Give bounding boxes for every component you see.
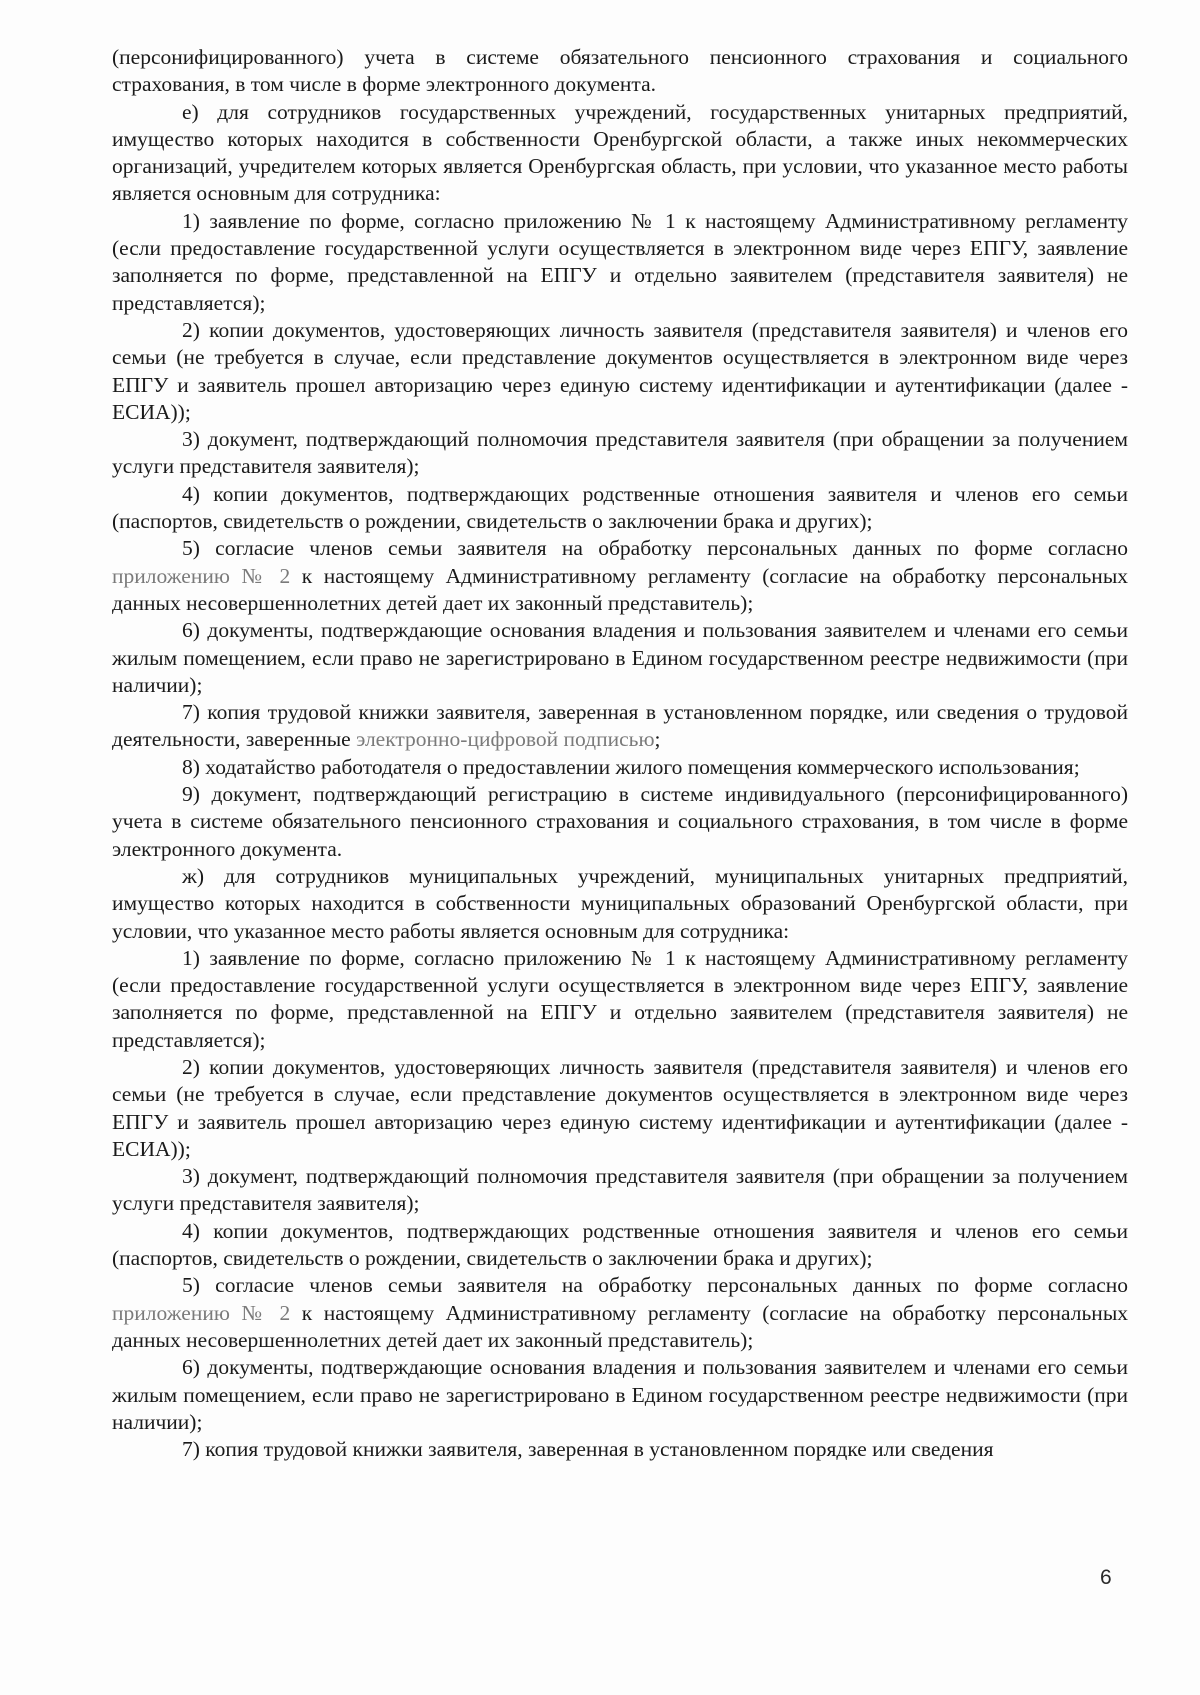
list-item-zh-4: 4) копии документов, подтверждающих родственные отношения заявителя и членов его семьи (паспортов, свидетельств о рождении, свидетельств о заключении брака и других);	[112, 1218, 1128, 1271]
list-item-e-8: 8) ходатайство работодателя о предоставлении жилого помещения коммерческого использования;	[182, 754, 1080, 779]
list-item-e-6: 6) документы, подтверждающие основания владения и пользования заявителем и членами его семьи жилым помещением, если право не зарегистрировано в Едином государственном реестре недвижимости (при наличии);	[112, 618, 1128, 697]
list-item-e-4: 4) копии документов, подтверждающих родственные отношения заявителя и членов его семьи (паспортов, свидетельств о рождении, свидетельств о заключении брака и других);	[112, 481, 1128, 534]
faded-text-segment: приложению № 2	[112, 1300, 291, 1325]
list-item-e-5	[112, 535, 1128, 617]
list-item-zh-2: 2) копии документов, удостоверяющих личность заявителя (представителя заявителя) и членов его семьи (не требуется в случае, если представление документов осуществляется в электронном виде через ЕПГУ и заявитель прошел авторизацию через единую систему идентификации и аутентификации (далее - ЕСИА));	[112, 1054, 1128, 1161]
text-segment: 7) копия трудовой книжки заявителя, заверенная в установленном порядке, или сведения о трудовой деятельности, заверенные	[112, 700, 1128, 752]
faded-text-segment: приложению № 2	[112, 563, 291, 588]
list-item-e-3: 3) документ, подтверждающий полномочия представителя заявителя (при обращении за получением услуги представителя заявителя);	[112, 427, 1128, 479]
text-segment: к настоящему Административному регламенту (согласие на обработку персональных данных несовершеннолетних детей дает их законный представитель);	[112, 1300, 1129, 1352]
list-item-zh-7: 7) копия трудовой книжки заявителя, заверенная в установленном порядке или сведения	[182, 1437, 994, 1462]
list-item-zh-6: 6) документы, подтверждающие основания владения и пользования заявителем и членами его семьи жилым помещением, если право не зарегистрировано в Едином государственном реестре недвижимости (при наличии);	[112, 1355, 1128, 1434]
text-segment: 5) согласие членов семьи заявителя на обработку персональных данных по форме согласно	[182, 536, 1128, 561]
document-body	[112, 44, 1128, 1463]
page-number: 6	[1100, 1566, 1112, 1589]
paragraph-section-e: е) для сотрудников государственных учреждений, государственных унитарных предприятий, имущество которых находится в собственности Оренбургской области, а также иных некоммерческих организаций, учредителем которых является Оренбургская область, при условии, что указанное место работы является основным для сотрудника:	[112, 99, 1128, 206]
list-item-e-2: 2) копии документов, удостоверяющих личность заявителя (представителя заявителя) и членов его семьи (не требуется в случае, если представление документов осуществляется в электронном виде через ЕПГУ и заявитель прошел авторизацию через единую систему идентификации и аутентификации (далее - ЕСИА));	[112, 317, 1128, 424]
list-item-e-1: 1) заявление по форме, согласно приложению № 1 к настоящему Административному регламенту (если предоставление государственной услуги осуществляется в электронном виде через ЕПГУ, заявление заполняется по форме, представленной на ЕПГУ и отдельно заявителем (представителя заявителя) не представляется);	[112, 208, 1128, 315]
list-item-zh-3: 3) документ, подтверждающий полномочия представителя заявителя (при обращении за получением услуги представителя заявителя);	[112, 1164, 1128, 1216]
list-item-e-9: 9) документ, подтверждающий регистрацию в системе индивидуального (персонифицированного) учета в системе обязательного пенсионного страхования и социального страхования, в том числе в форме электронного документа.	[112, 782, 1128, 861]
list-item-e-7	[112, 699, 1128, 754]
text-segment: к настоящему Административному регламенту (согласие на обработку персональных данных несовершеннолетних детей дает их законный представитель);	[112, 563, 1129, 615]
paragraph-continuation: (персонифицированного) учета в системе обязательного пенсионного страхования и социального страхования, в том числе в форме электронного документа.	[112, 45, 1128, 97]
paragraph-section-zh: ж) для сотрудников муниципальных учреждений, муниципальных унитарных предприятий, имущество которых находится в собственности муниципальных образований Оренбургской области, при условии, что указанное место работы является основным для сотрудника:	[112, 863, 1128, 943]
text-segment: ;	[654, 727, 661, 752]
text-segment: 5) согласие членов семьи заявителя на обработку персональных данных по форме согласно	[182, 1273, 1128, 1298]
list-item-zh-1: 1) заявление по форме, согласно приложению № 1 к настоящему Административному регламенту (если предоставление государственной услуги осуществляется в электронном виде через ЕПГУ, заявление заполняется по форме, представленной на ЕПГУ и отдельно заявителем (представителя заявителя) не представляется);	[112, 945, 1128, 1052]
list-item-zh-5	[112, 1272, 1128, 1354]
faded-text-segment: электронно-цифровой подписью	[356, 727, 655, 752]
